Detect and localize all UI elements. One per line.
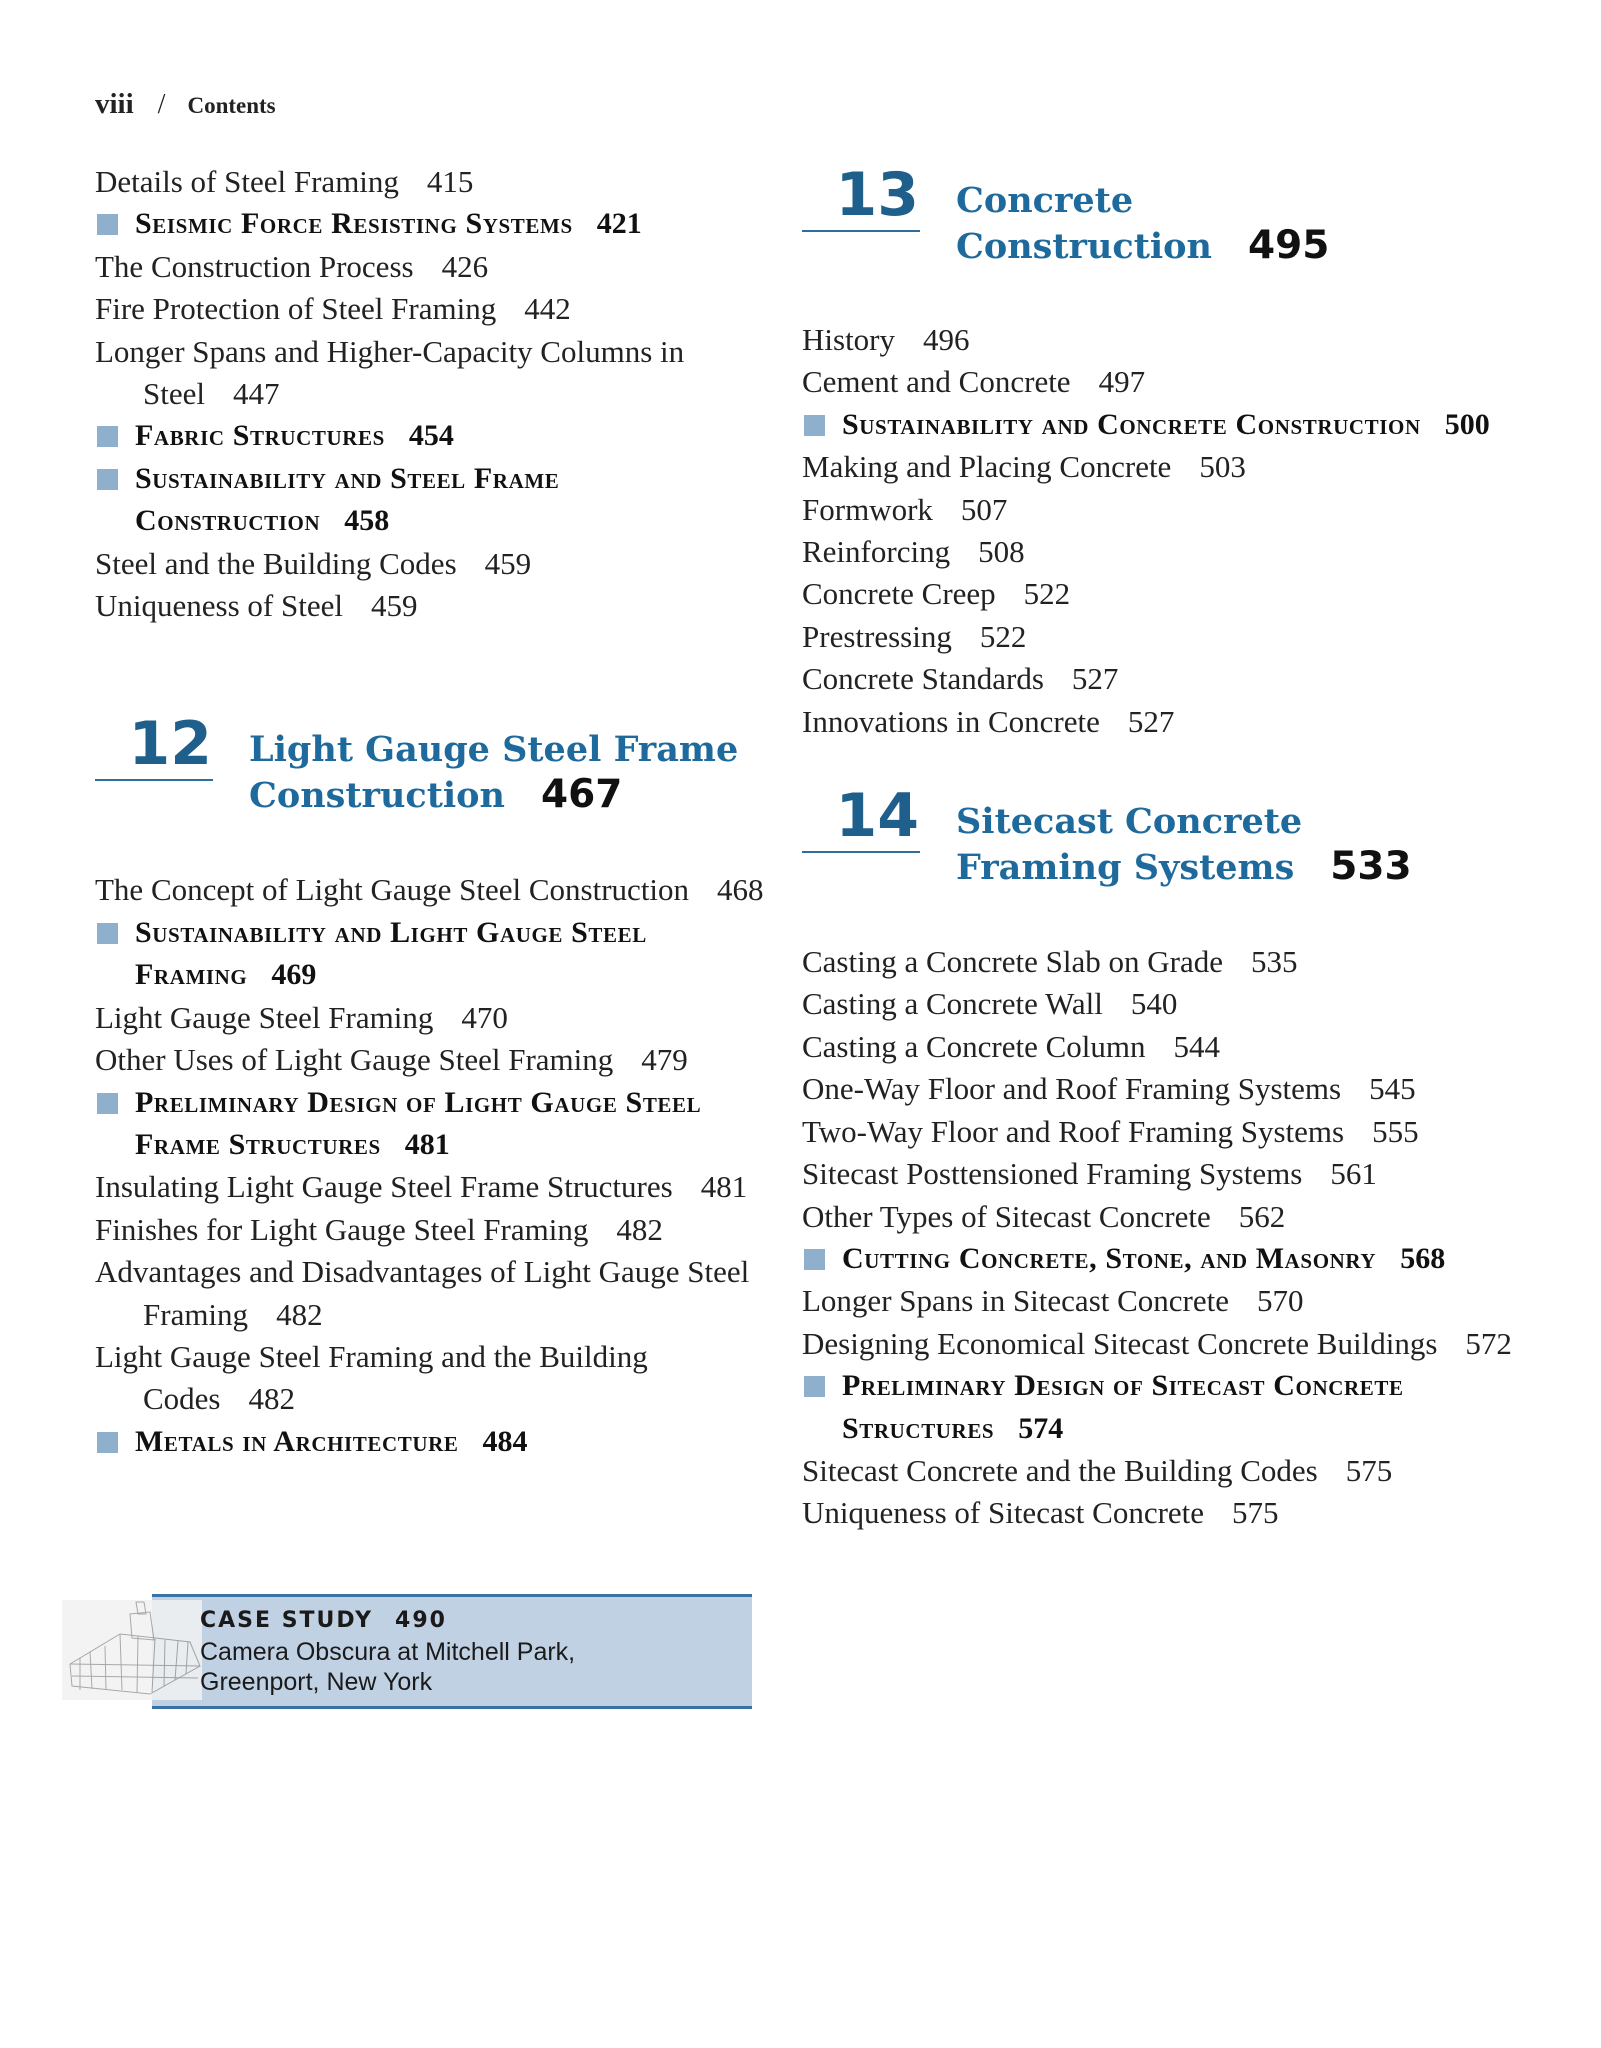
toc-feature-entry — [802, 404, 1562, 446]
toc-entry-page: 544 — [1173, 1028, 1221, 1064]
toc-list-chapter-14 — [802, 941, 1562, 1535]
toc-entry-title: Uniqueness of Steel — [95, 588, 343, 624]
toc-entry-page: 470 — [461, 999, 508, 1035]
toc-entry — [802, 983, 1562, 1025]
chapter-title-line-1: Concrete — [956, 180, 1134, 221]
chapter-title-line-2: Framing Systems — [956, 847, 1295, 889]
toc-entry-page: 575 — [1345, 1452, 1393, 1488]
toc-entry-page: 459 — [484, 545, 532, 581]
toc-entry-page: 540 — [1130, 986, 1178, 1022]
toc-entry-title: Cement and Concrete — [802, 364, 1071, 400]
toc-entry-title: Longer Spans in Sitecast Concrete — [802, 1283, 1230, 1319]
toc-entry-page: 496 — [923, 322, 970, 357]
toc-entry-title: Insulating Light Gauge Steel Frame Structures — [95, 1169, 673, 1205]
toc-entry — [95, 1039, 785, 1081]
toc-entry-page: 458 — [344, 504, 390, 538]
toc-entry — [802, 1492, 1562, 1534]
toc-entry-title: Formwork — [802, 491, 933, 527]
toc-entry-page: 459 — [370, 588, 418, 624]
chapter-number-rule — [802, 230, 920, 232]
toc-entry-title: Seismic Force Resisting Systems — [135, 207, 573, 241]
toc-list-chapter-13 — [802, 319, 1562, 743]
toc-entry-title: Two-Way Floor and Roof Framing Systems — [802, 1113, 1345, 1149]
toc-entry — [802, 489, 1562, 531]
toc-entry — [95, 585, 785, 627]
toc-list-chapter-12 — [95, 869, 785, 1463]
toc-feature-entry — [802, 1365, 1562, 1450]
toc-entry-title: Innovations in Concrete — [802, 703, 1100, 739]
toc-feature-entry — [95, 1421, 785, 1463]
toc-entry-title: The Concept of Light Gauge Steel Construction — [95, 872, 690, 908]
toc-entry-title: Concrete Creep — [802, 576, 996, 612]
toc-entry-page: 535 — [1250, 944, 1298, 980]
toc-entry-title: Sitecast Posttensioned Framing Systems — [802, 1156, 1303, 1192]
toc-entry-page: 527 — [1071, 661, 1119, 697]
feature-square-icon — [804, 1249, 825, 1270]
toc-entry-page: 484 — [482, 1424, 528, 1458]
toc-entry-title: Finishes for Light Gauge Steel Framing — [95, 1211, 589, 1247]
toc-entry-title: Steel and the Building Codes — [95, 545, 457, 581]
case-study-label: CASE STUDY 490 — [200, 1608, 447, 1633]
case-study-page: 490 — [395, 1608, 447, 1633]
toc-entry-page: 522 — [1023, 576, 1071, 612]
feature-square-icon — [97, 214, 118, 235]
chapter-number: 14 — [835, 781, 919, 852]
feature-square-icon — [97, 469, 118, 490]
chapter-page: 467 — [540, 772, 623, 818]
toc-entry — [802, 531, 1562, 573]
toc-entry-title: Sustainability and Concrete Construction — [842, 407, 1421, 441]
toc-entry — [802, 361, 1562, 403]
toc-entry — [95, 997, 785, 1039]
toc-entry-title: Sustainability and Steel Frame Construction — [135, 461, 560, 538]
toc-entry-title: Preliminary Design of Sitecast Concrete Structures — [842, 1369, 1404, 1445]
toc-entry-page: 500 — [1444, 407, 1490, 441]
toc-entry-page: 522 — [979, 618, 1027, 654]
chapter-page: 533 — [1330, 844, 1412, 890]
case-study-title-line-2: Greenport, New York — [200, 1668, 433, 1696]
toc-entry-page: 415 — [426, 164, 474, 199]
toc-entry — [802, 658, 1562, 700]
toc-entry-title: Fabric Structures — [135, 419, 385, 453]
case-study-sketch-icon — [60, 1594, 210, 1706]
toc-entry — [802, 701, 1562, 743]
toc-entry-page: 442 — [524, 291, 571, 327]
toc-entry-title: Other Types of Sitecast Concrete — [802, 1198, 1211, 1234]
toc-entry-page: 421 — [596, 207, 642, 241]
chapter-title-line-1: Light Gauge Steel Frame — [249, 729, 739, 771]
toc-entry-title: One-Way Floor and Roof Framing Systems — [802, 1071, 1342, 1107]
toc-entry-title: Fire Protection of Steel Framing — [95, 291, 497, 327]
toc-entry-page: 468 — [717, 872, 764, 908]
toc-entry — [95, 1251, 785, 1336]
toc-entry-page: 482 — [276, 1296, 323, 1332]
chapter-title-line-2: Construction — [956, 226, 1212, 267]
toc-entry-page: 482 — [248, 1381, 295, 1417]
toc-entry — [802, 1196, 1562, 1238]
toc-right-column — [802, 161, 1562, 1535]
toc-feature-entry — [95, 458, 785, 543]
toc-entry-title: Longer Spans and Higher-Capacity Columns in Steel — [95, 333, 685, 412]
toc-entry-page: 575 — [1232, 1495, 1279, 1531]
toc-entry — [802, 446, 1562, 488]
toc-entry — [95, 869, 785, 911]
toc-entry — [95, 1336, 785, 1421]
toc-entry — [95, 161, 785, 203]
toc-entry-page: 568 — [1400, 1241, 1446, 1275]
toc-entry-page: 507 — [960, 491, 1008, 527]
toc-entry-page: 447 — [233, 376, 280, 412]
toc-feature-entry — [95, 912, 785, 997]
case-study-title-line-1: Camera Obscura at Mitchell Park, — [200, 1638, 576, 1666]
feature-square-icon — [97, 923, 118, 944]
toc-entry-title: Details of Steel Framing — [95, 164, 399, 199]
feature-square-icon — [97, 1432, 118, 1453]
chapter-12-heading — [95, 709, 785, 869]
chapter-number: 12 — [128, 709, 212, 780]
toc-entry — [802, 1026, 1562, 1068]
toc-entry-page: 574 — [1018, 1411, 1064, 1445]
toc-entry-title: Concrete Standards — [802, 661, 1044, 697]
toc-entry — [95, 331, 785, 416]
chapter-13-heading — [802, 160, 1562, 319]
toc-entry-page: 570 — [1257, 1283, 1304, 1319]
toc-entry-title: History — [802, 322, 895, 357]
toc-entry-page: 503 — [1199, 449, 1246, 485]
toc-entry-title: Casting a Concrete Column — [802, 1028, 1146, 1064]
toc-entry-page: 482 — [616, 1211, 663, 1247]
toc-feature-entry — [95, 1082, 785, 1167]
toc-entry — [95, 288, 785, 330]
toc-entry — [95, 1166, 785, 1208]
case-study-box — [60, 1594, 752, 1706]
toc-entry — [95, 543, 785, 585]
toc-entry-title: Casting a Concrete Slab on Grade — [802, 944, 1223, 980]
toc-left-column — [95, 161, 785, 1463]
toc-entry — [802, 1280, 1562, 1322]
toc-entry-page: 555 — [1372, 1113, 1419, 1149]
chapter-14-heading — [802, 781, 1562, 941]
toc-entry — [95, 246, 785, 288]
toc-entry-title: Making and Placing Concrete — [802, 449, 1172, 485]
toc-entry-page: 426 — [441, 248, 489, 284]
toc-entry-title: Metals in Architecture — [135, 1424, 459, 1458]
toc-entry-page: 572 — [1465, 1325, 1512, 1361]
toc-entry-title: Casting a Concrete Wall — [802, 986, 1103, 1022]
toc-entry — [802, 1153, 1562, 1195]
toc-entry-page: 479 — [641, 1042, 688, 1078]
toc-entry-title: Uniqueness of Sitecast Concrete — [802, 1495, 1205, 1531]
toc-entry-page: 497 — [1098, 364, 1146, 400]
toc-entry-title: The Construction Process — [95, 248, 414, 284]
toc-entry-page: 561 — [1330, 1156, 1377, 1192]
page-folio: viii — [95, 88, 134, 120]
toc-entry-title: Light Gauge Steel Framing and the Building Codes — [95, 1338, 648, 1417]
chapter-number: 13 — [835, 160, 919, 230]
chapter-title-line-2: Construction — [249, 775, 505, 817]
toc-entry — [802, 319, 1562, 361]
chapter-number-rule — [95, 779, 213, 781]
toc-entry-page: 481 — [404, 1127, 450, 1161]
toc-feature-entry — [802, 1238, 1562, 1280]
toc-entry-title: Advantages and Disadvantages of Light Gauge Steel Framing — [95, 1254, 750, 1332]
toc-entry-page: 508 — [978, 534, 1025, 570]
toc-entry-page: 469 — [271, 958, 317, 992]
toc-feature-entry — [95, 415, 785, 457]
toc-entry-title: Preliminary Design of Light Gauge Steel Frame Structures — [135, 1085, 702, 1161]
feature-square-icon — [97, 1093, 118, 1114]
toc-entry — [802, 1450, 1562, 1492]
running-head-title: Contents — [187, 93, 276, 118]
toc-feature-entry — [95, 203, 785, 245]
toc-entry-title: Cutting Concrete, Stone, and Masonry — [842, 1241, 1377, 1275]
feature-square-icon — [804, 415, 825, 436]
running-head-separator: / — [157, 89, 166, 120]
toc-entry — [802, 1323, 1562, 1365]
chapter-page: 495 — [1247, 223, 1330, 268]
toc-entry — [802, 1111, 1562, 1153]
feature-square-icon — [97, 426, 118, 447]
toc-entry-page: 454 — [408, 419, 454, 453]
toc-entry — [802, 941, 1562, 983]
toc-entry — [802, 616, 1562, 658]
toc-entry-title: Designing Economical Sitecast Concrete Buildings — [802, 1325, 1438, 1361]
running-head — [95, 88, 276, 121]
toc-list-chapter-11-continued — [95, 161, 785, 627]
toc-entry-page: 545 — [1369, 1071, 1416, 1107]
chapter-number-rule — [802, 851, 920, 853]
feature-square-icon — [804, 1376, 825, 1397]
toc-entry-title: Sustainability and Light Gauge Steel Framing — [135, 915, 647, 992]
chapter-title-line-1: Sitecast Concrete — [956, 801, 1303, 843]
toc-entry — [802, 1068, 1562, 1110]
toc-entry-title: Other Uses of Light Gauge Steel Framing — [95, 1042, 614, 1078]
toc-entry-title: Sitecast Concrete and the Building Codes — [802, 1452, 1318, 1488]
toc-entry-page: 527 — [1127, 703, 1175, 739]
toc-entry-title: Light Gauge Steel Framing — [95, 999, 434, 1035]
toc-entry-page: 562 — [1238, 1198, 1286, 1234]
toc-entry-title: Reinforcing — [802, 534, 951, 570]
toc-entry-page: 481 — [700, 1169, 748, 1205]
toc-entry — [95, 1209, 785, 1251]
toc-entry — [802, 573, 1562, 615]
toc-entry-title: Prestressing — [802, 618, 952, 654]
